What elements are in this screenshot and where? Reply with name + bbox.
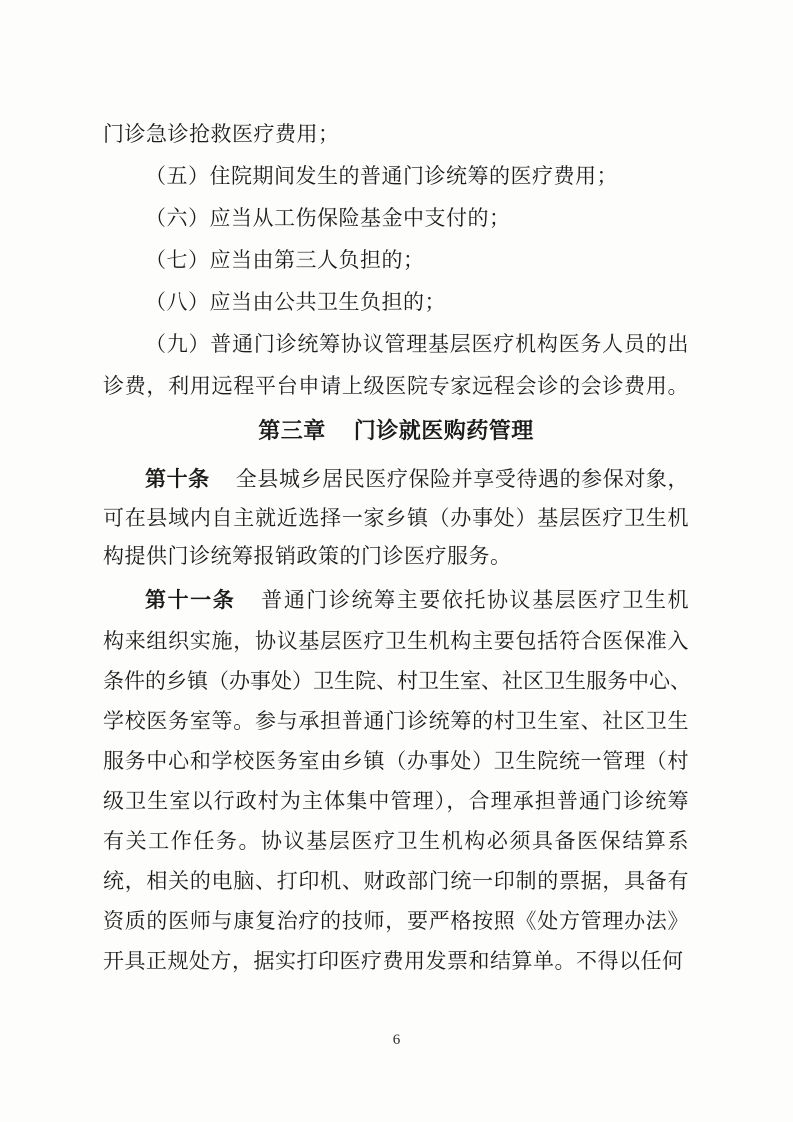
list-item-9-line-2: 诊费，利用远程平台申请上级医院专家远程会诊的会诊费用。 — [103, 374, 689, 398]
chapter-number: 第三章 — [258, 418, 326, 443]
article-10-line-3: 构提供门诊统筹报销政策的门诊医疗服务。 — [103, 544, 512, 568]
article-11-line-2: 构来组织实施，协议基层医疗卫生机构主要包括符合医保准入 — [103, 629, 689, 653]
article-11-line-1 — [103, 580, 689, 621]
document-body — [103, 113, 689, 981]
article-11-line-9: 资质的医师与康复治疗的技师，要严格按照《处方管理办法》 — [103, 909, 689, 933]
article-11-line-3: 条件的乡镇（办事处）卫生院、村卫生室、社区卫生服务中心、 — [103, 669, 691, 693]
article-11-line-5: 服务中心和学校医务室由乡镇（办事处）卫生院统一管理（村 — [103, 749, 689, 773]
continuation-line: 门诊急诊抢救医疗费用； — [103, 122, 340, 146]
article-10-label: 第十条 — [145, 468, 210, 491]
article-11-text: 普通门诊统筹主要依托协议基层医疗卫生机 — [261, 588, 690, 612]
article-11-line-4: 学校医务室等。参与承担普通门诊统筹的村卫生室、社区卫生 — [103, 709, 689, 733]
article-11-line-8: 统，相关的电脑、打印机、财政部门统一印制的票据，具备有 — [103, 869, 689, 893]
chapter-title: 门诊就医购药管理 — [353, 418, 534, 443]
page-number: 6 — [392, 1032, 401, 1048]
article-10-line-1 — [103, 460, 689, 499]
article-10-line-2: 可在县域内自主就近选择一家乡镇（办事处）基层医疗卫生机 — [103, 506, 689, 530]
article-11-line-10: 开具正规处方，据实打印医疗费用发票和结算单。不得以任何 — [103, 949, 684, 973]
list-item-9-line-1: （九）普通门诊统筹协议管理基层医疗机构医务人员的出 — [145, 332, 689, 356]
list-item-8: （八）应当由公共卫生负担的； — [145, 290, 446, 314]
list-item-5: （五）住院期间发生的普通门诊统筹的医疗费用； — [145, 164, 618, 188]
article-11-line-7: 有关工作任务。协议基层医疗卫生机构必须具备医保结算系 — [103, 829, 689, 853]
list-item-7: （七）应当由第三人负担的； — [145, 248, 425, 272]
article-11-line-6: 级卫生室以行政村为主体集中管理），合理承担普通门诊统筹 — [103, 789, 689, 813]
article-11-label: 第十一条 — [145, 589, 236, 612]
article-10-text: 全县城乡居民医疗保险并享受待遇的参保对象， — [235, 467, 690, 491]
chapter-heading — [103, 409, 689, 453]
list-item-6: （六）应当从工伤保险基金中支付的； — [145, 206, 511, 230]
